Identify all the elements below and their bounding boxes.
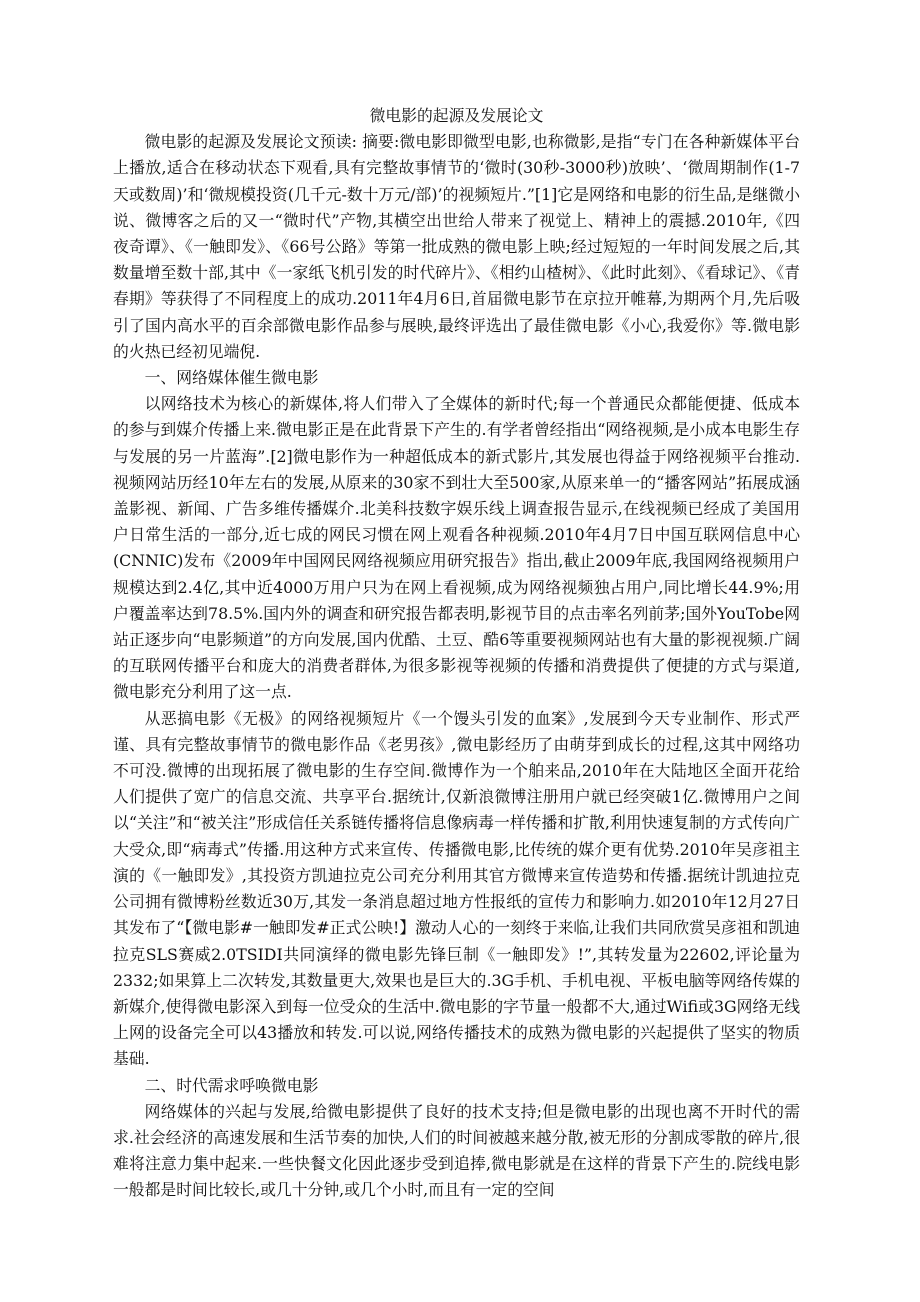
document-title: 微电影的起源及发展论文: [369, 106, 544, 125]
document-page: [113, 103, 800, 1204]
abstract-paragraph: 微电影的起源及发展论文预读: 摘要:微电影即微型电影,也称微影,是指“专门在各种新媒体平台上播放,适合在移动状态下观看,具有完整故事情节的‘微时(30秒-3000秒)放映’、‘微周期制作(1-7天或数周)’和‘微规模投资(几千元-数十万元/部)’的视频短片.”[1]它是网络和电影的衍生品,是继微小说、微博客之后的又一“微时代”产物,其横空出世给人带来了视觉上、精神上的震撼.2010年,《四夜奇谭》、《一触即发》、《66号公路》等第一批成熟的微电影上映;经过短短的一年时间发展之后,其数量增至数十部,其中《一家纸飞机引发的时代碎片》、《相约山楂树》、《此时此刻》、《看球记》、《青春期》等获得了不同程度上的成功.2011年4月6日,首届微电影节在京拉开帷幕,为期两个月,先后吸引了国内高水平的百余部微电影作品参与展映,最终评选出了最佳微电影《小心,我爱你》等.微电影的火热已经初见端倪.: [113, 132, 800, 361]
section-heading-1: 一、网络媒体催生微电影: [144, 368, 319, 388]
body-paragraph: 从恶搞电影《无极》的网络视频短片《一个馒头引发的血案》,发展到今天专业制作、形式严谨、具有完整故事情节的微电影作品《老男孩》,微电影经历了由萌芽到成长的过程,这其中网络功不可没.微博的出现拓展了微电影的生存空间.微博作为一个舶来品,2010年在大陆地区全面开花给人们提供了宽广的信息交流、共享平台.据统计,仅新浪微博注册用户就已经突破1亿.微博用户之间以“关注”和“被关注”形成信任关系链传播将信息像病毒一样传播和扩散,利用快速复制的方式传向广大受众,即“病毒式”传播.用这种方式来宣传、传播微电影,比传统的媒介更有优势.2010年吴彦祖主演的《一触即发》,其投资方凯迪拉克公司充分利用其官方微博来宣传造势和传播.据统计凯迪拉克公司拥有微博粉丝数近30万,其发一条消息超过地方性报纸的宣传力和影响力.如2010年12月27日其发布了“【微电影#一触即发#正式公映!】激动人心的一刻终于来临,让我们共同欣赏吴彦祖和凯迪拉克SLS赛威2.0TSIDI共同演绎的微电影先锋巨制《一触即发》!”,其转发量为22602,评论量为2332;如果算上二次转发,其数量更大,效果也是巨大的.3G手机、手机电视、平板电脑等网络传媒的新媒介,使得微电影深入到每一位受众的生活中.微电影的字节量一般都不大,通过Wifi或3G网络无线上网的设备完全可以43播放和转发.可以说,网络传播技术的成熟为微电影的兴起提供了坚实的物质基础.: [113, 708, 800, 1069]
section-heading-2: 二、时代需求呼唤微电影: [144, 1075, 319, 1095]
body-paragraph: 网络媒体的兴起与发展,给微电影提供了良好的技术支持;但是微电影的出现也离不开时代的需求.社会经济的高速发展和生活节奏的加快,人们的时间被越来越分散,被无形的分割成零散的碎片,很难将注意力集中起来.一些快餐文化因此逐步受到追捧,微电影就是在这样的背景下产生的.院线电影一般都是时间比较长,或几十分钟,或几个小时,而且有一定的空间: [113, 1101, 800, 1200]
body-paragraph: 以网络技术为核心的新媒体,将人们带入了全媒体的新时代;每一个普通民众都能便捷、低成本的参与到媒介传播上来.微电影正是在此背景下产生的.有学者曾经指出“网络视频,是小成本电影生存与发展的另一片蓝海”.[2]微电影作为一种超低成本的新式影片,其发展也得益于网络视频平台推动.视频网站历经10年左右的发展,从原来的30家不到壮大至500家,从原来单一的“播客网站”拓展成涵盖影视、新闻、广告多维传播媒介.北美科技数字娱乐线上调查报告显示,在线视频已经成了美国用户日常生活的一部分,近七成的网民习惯在网上观看各种视频.2010年4月7日中国互联网信息中心(CNNIC)发布《2009年中国网民网络视频应用研究报告》指出,截止2009年底,我国网络视频用户规模达到2.4亿,其中近4000万用户只为在网上看视频,成为网络视频独占用户,同比增长44.9%;用户覆盖率达到78.5%.国内外的调查和研究报告都表明,影视节目的点击率名列前茅;国外YouTobe网站正逐步向“电影频道”的方向发展,国内优酷、土豆、酷6等重要视频网站也有大量的影视视频.广阔的互联网传播平台和庞大的消费者群体,为很多影视等视频的传播和消费提供了便捷的方式与渠道,微电影充分利用了这一点.: [113, 394, 800, 702]
